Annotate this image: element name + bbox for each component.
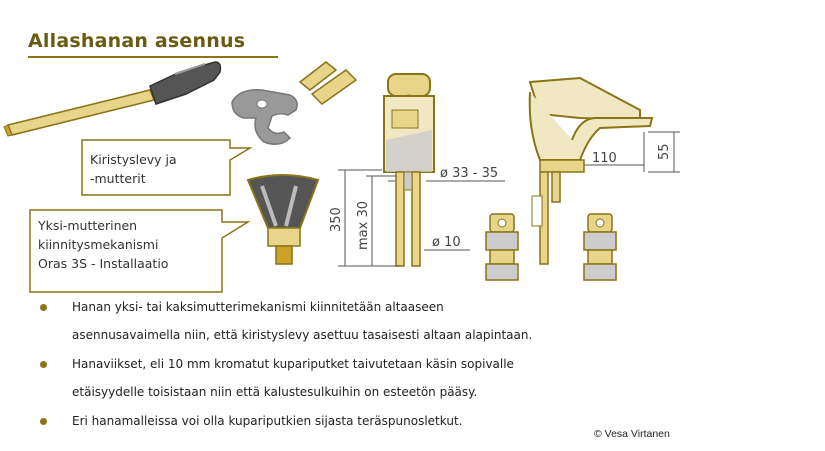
- clamp-plate-illustration: [232, 90, 297, 145]
- callout-yksimutterinen-line2: kiinnitysmekanismi: [38, 237, 159, 252]
- dim-55: 55: [657, 143, 672, 160]
- callout-kiristyslevy-line2: -mutterit: [90, 171, 146, 186]
- bullet-dot-icon: [40, 361, 47, 368]
- bullet-dot-icon: [40, 418, 47, 425]
- copyright: © Vesa Virtanen: [594, 428, 670, 440]
- shutoff-valve-right: [584, 214, 616, 280]
- dim-max30: max 30: [356, 201, 371, 250]
- callout-yksimutterinen-line1: Yksi-mutterinen: [38, 218, 138, 233]
- bullet-text: Hanaviikset, eli 10 mm kromatut kupariputket taivutetaan käsin sopivalle: [72, 357, 514, 371]
- dim-33-35: ø 33 - 35: [440, 166, 499, 181]
- bullet-text: Hanan yksi- tai kaksimutterimekanismi kiinnitetään altaaseen: [72, 300, 444, 314]
- bullet-text-continued: asennusavaimella niin, että kiristyslevy asettuu tasaisesti altaan alapintaan.: [72, 328, 533, 342]
- faucet-front-view: [384, 74, 434, 266]
- dim-10: ø 10: [432, 235, 461, 250]
- dim-110: 110: [592, 151, 617, 166]
- page-title: Allashanan asennus: [28, 30, 246, 52]
- threaded-sleeves-illustration: [300, 62, 356, 104]
- callout-kiristyslevy-line1: Kiristyslevy ja: [90, 152, 177, 167]
- dim-350: 350: [329, 207, 344, 232]
- install-tool-illustration: [4, 62, 220, 136]
- bullet-item: [40, 300, 740, 343]
- callout-kiristyslevy: [90, 150, 177, 188]
- bullet-list: [40, 300, 740, 429]
- bullet-item: [40, 414, 740, 429]
- bullet-text-continued: etäisyydelle toisistaan niin että kalustesulkuihin on esteetön pääsy.: [72, 385, 478, 399]
- bullet-text: Eri hanamalleissa voi olla kupariputkien sijasta teräspunosletkut.: [72, 414, 463, 428]
- shutoff-valve-left: [486, 214, 518, 280]
- callout-yksimutterinen: [38, 216, 168, 273]
- bullet-item: [40, 357, 740, 400]
- bullet-dot-icon: [40, 304, 47, 311]
- callout-yksimutterinen-line3: Oras 3S - Installaatio: [38, 256, 169, 271]
- mounting-mechanism-illustration: [248, 175, 318, 264]
